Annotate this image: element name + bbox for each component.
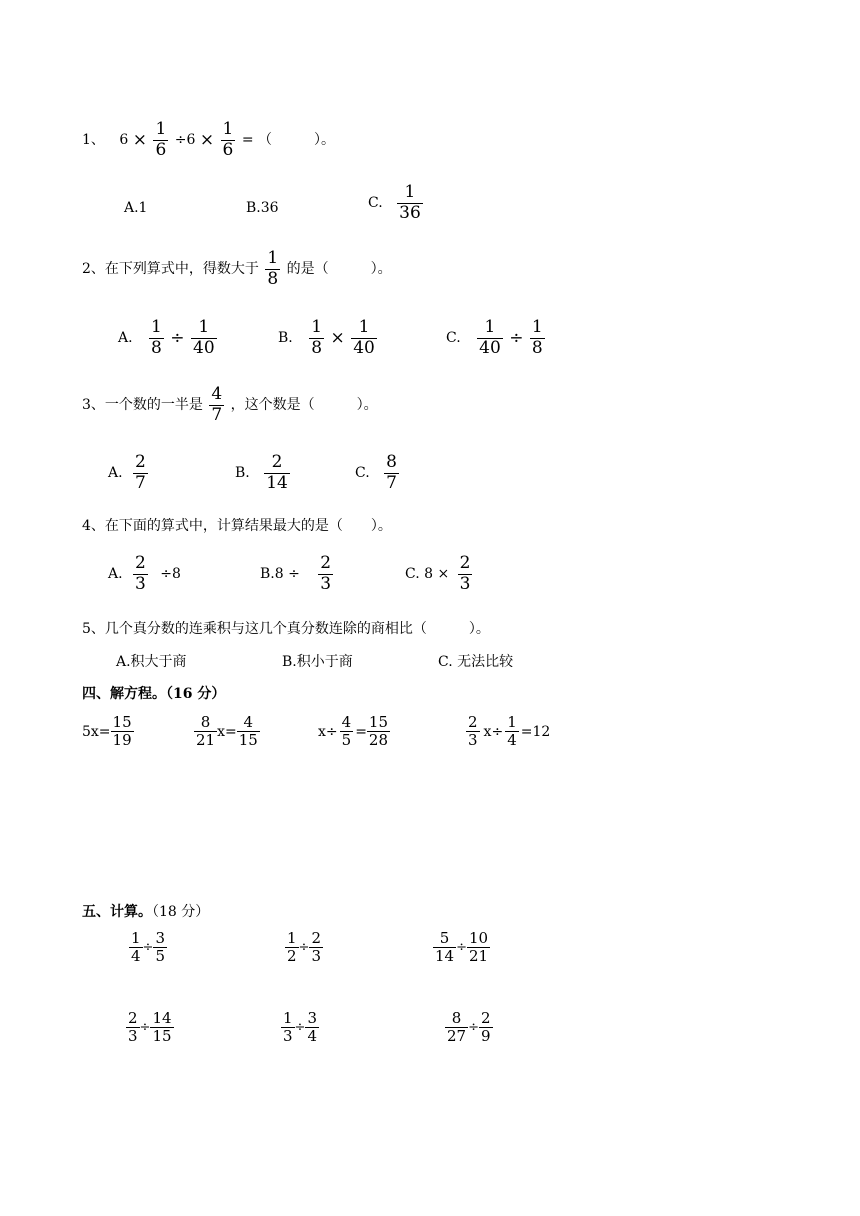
fraction-numerator: 2 [459,553,471,573]
fraction [309,930,323,966]
fraction-numerator: 15 [112,713,132,731]
question-5: 5、几个真分数的连乘积与这几个真分数连除的商相比（ ）。 [82,621,490,637]
text: 五、计算。 [82,904,152,920]
fraction [479,1010,493,1046]
section-4-title: 四、解方程。（16 分） [82,686,226,702]
math-text: ÷8 [160,566,181,583]
q1-fraction-1 [153,120,168,160]
q4-b-fraction [318,554,333,594]
q5-option-b: B.积小于商 [282,654,353,670]
q2-option-c [446,318,547,358]
fraction-denominator: 7 [135,472,146,493]
equation-4 [466,714,550,750]
q2-b-fraction-2 [351,318,377,358]
q3-option-a [108,453,150,493]
question-3 [82,385,378,425]
calc-item-6 [445,1010,493,1046]
q1-option-a: A.1 [124,200,148,216]
fraction-denominator: 40 [479,337,501,358]
fraction-numerator: 14 [152,1009,172,1027]
math-text: ÷ [142,939,154,955]
q3-a-fraction [133,453,148,493]
fraction-numerator: 1 [283,1009,293,1027]
text: （18 分） [152,904,210,920]
math-text: = [355,723,367,740]
question-2 [82,249,392,289]
fraction-denominator: 6 [155,139,167,160]
fraction-numerator: 1 [155,119,167,139]
fraction-denominator: 15 [152,1027,172,1046]
fraction-numerator: 2 [135,553,146,573]
fraction-denominator: 14 [266,472,288,493]
fraction-numerator: 1 [311,317,323,337]
math-text: B. [278,330,293,347]
math-text: C. [446,330,461,347]
fraction-denominator: 6 [222,139,234,160]
fraction [445,1010,468,1046]
fraction-numerator: 1 [507,713,517,731]
fraction-denominator: 4 [131,947,141,966]
math-text: =12 [520,723,551,740]
fraction-numerator: 1 [222,119,234,139]
q1-number: 1、 [82,132,105,149]
fraction-numerator: 1 [531,317,543,337]
fraction-numerator: 2 [271,452,283,472]
q1-times: × [132,130,147,151]
math-text: B. [235,465,250,482]
fraction-denominator: 3 [459,573,471,594]
fraction-numerator: 15 [368,713,389,731]
fraction-numerator: 3 [155,929,165,947]
fraction [150,1010,173,1046]
math-text: x÷ [318,723,338,740]
q3-text: 3、一个数的一半是 [82,397,203,414]
fraction [126,1010,140,1046]
fraction-denominator: 3 [135,573,146,594]
question-1 [82,120,335,160]
fraction-numerator: 1 [484,317,496,337]
q3-option-b [235,453,292,493]
fraction-numerator: 4 [341,713,352,731]
math-text: C. [368,195,383,212]
calc-item-4 [126,1010,174,1046]
fraction-numerator: 8 [451,1009,462,1027]
q2-c-fraction-2 [530,318,545,358]
fraction-denominator: 27 [447,1027,467,1046]
fraction-denominator: 4 [507,731,517,750]
eq4-fraction-1 [466,714,480,750]
fraction-numerator: 1 [404,182,416,202]
fraction-denominator: 5 [155,947,165,966]
q2-a-fraction-1 [149,318,164,358]
q1-six: 6 [119,132,129,149]
calc-item-3 [433,930,490,966]
fraction-numerator: 8 [200,713,211,731]
fraction-numerator: 1 [287,929,297,947]
q4-option-a [108,554,181,594]
q5-option-a: A.积大于商 [116,654,187,670]
fraction-denominator: 14 [435,947,455,966]
math-text: A. [118,330,133,347]
q4-c-fraction [458,554,473,594]
q2-option-a [118,318,219,358]
fraction [285,930,299,966]
fraction-denominator: 3 [468,731,478,750]
fraction-denominator: 8 [531,337,543,358]
math-text: ÷ [468,1019,479,1035]
fraction-denominator: 5 [341,731,352,750]
fraction-denominator: 9 [481,1027,491,1046]
math-text: ÷ [170,328,185,349]
equation-3 [318,714,390,750]
calc-item-1 [129,930,167,966]
fraction-numerator: 1 [198,317,210,337]
q3-option-c [355,453,401,493]
math-text: A. [108,566,123,583]
fraction-denominator: 3 [283,1027,293,1046]
fraction-numerator: 1 [267,248,279,268]
fraction-numerator: 1 [131,929,141,947]
fraction-denominator: 3 [311,947,321,966]
math-text: x= [217,723,237,740]
question-4: 4、在下面的算式中，计算结果最大的是（ ）。 [82,518,392,534]
fraction [467,930,490,966]
fraction-denominator: 40 [353,337,375,358]
eq1-fraction [111,714,134,750]
math-text: B.8 ÷ [260,566,300,583]
fraction-numerator: 3 [307,1009,317,1027]
q1-blank: （ ）。 [258,132,335,149]
fraction-numerator: 2 [320,553,332,573]
fraction-denominator: 3 [320,573,332,594]
math-text: C. 8 × [405,566,450,583]
fraction-denominator: 7 [386,472,397,493]
section-5-title [82,901,209,921]
fraction [129,930,143,966]
eq4-fraction-2 [505,714,519,750]
q4-a-fraction [133,554,148,594]
fraction-numerator: 4 [211,384,223,404]
fraction-denominator: 15 [238,731,258,750]
eq2-fraction-1 [194,714,217,750]
math-text: ÷ [294,1019,306,1035]
fraction [305,1010,319,1046]
q2-option-b [278,318,379,358]
math-text: x÷ [483,723,504,740]
q1-divide: ÷6 [174,132,196,149]
math-text: ÷ [139,1019,151,1035]
fraction [433,930,456,966]
q3-fraction [209,385,224,425]
fraction-denominator: 21 [196,731,216,750]
fraction-denominator: 21 [469,947,489,966]
q3-c-fraction [384,453,399,493]
math-text: A. [108,465,123,482]
fraction [281,1010,295,1046]
fraction-numerator: 2 [128,1009,138,1027]
q4-option-c [405,554,474,594]
fraction-numerator: 2 [481,1009,491,1027]
fraction-denominator: 36 [399,202,421,223]
math-text: C. [355,465,370,482]
fraction-denominator: 8 [267,268,279,289]
fraction-numerator: 2 [311,929,321,947]
fraction-denominator: 4 [307,1027,317,1046]
q3-b-fraction [264,453,290,493]
q2-tail: 的是（ ）。 [286,261,392,278]
fraction-numerator: 1 [358,317,370,337]
fraction-numerator: 8 [386,452,397,472]
q1-option-c-fraction [397,183,423,223]
fraction-denominator: 40 [193,337,215,358]
fraction-numerator: 2 [468,713,478,731]
fraction-numerator: 2 [135,452,146,472]
fraction-numerator: 10 [469,929,489,947]
q1-equals: = [241,132,254,149]
q2-fraction [265,249,280,289]
math-text: ÷ [456,939,467,955]
fraction [153,930,167,966]
q1-times-2: × [199,130,215,151]
q1-option-c [368,183,425,223]
q4-option-b [260,554,335,594]
math-text: ÷ [509,328,524,349]
fraction-numerator: 4 [243,713,254,731]
eq3-fraction-2 [367,714,390,750]
fraction-denominator: 28 [368,731,389,750]
fraction-denominator: 2 [287,947,297,966]
q1-option-b: B.36 [246,200,279,216]
q1-fraction-2 [221,120,236,160]
math-text: ÷ [298,939,310,955]
q2-text: 2、在下列算式中，得数大于 [82,261,259,278]
calc-item-2 [285,930,323,966]
math-text: 5x= [82,723,111,740]
equation-1 [82,714,134,750]
calc-item-5 [281,1010,319,1046]
eq2-fraction-2 [237,714,260,750]
fraction-denominator: 7 [211,404,223,425]
q3-tail: ，这个数是（ ）。 [230,397,378,414]
fraction-denominator: 19 [112,731,132,750]
fraction-numerator: 1 [151,317,162,337]
equation-2 [194,714,260,750]
fraction-denominator: 8 [311,337,323,358]
eq3-fraction-1 [340,714,354,750]
fraction-numerator: 5 [439,929,450,947]
q2-a-fraction-2 [191,318,217,358]
q2-c-fraction-1 [477,318,503,358]
q5-option-c: C. 无法比较 [438,654,514,670]
q2-b-fraction-1 [309,318,324,358]
fraction-denominator: 3 [128,1027,138,1046]
fraction-denominator: 8 [151,337,162,358]
math-text: × [330,328,345,349]
